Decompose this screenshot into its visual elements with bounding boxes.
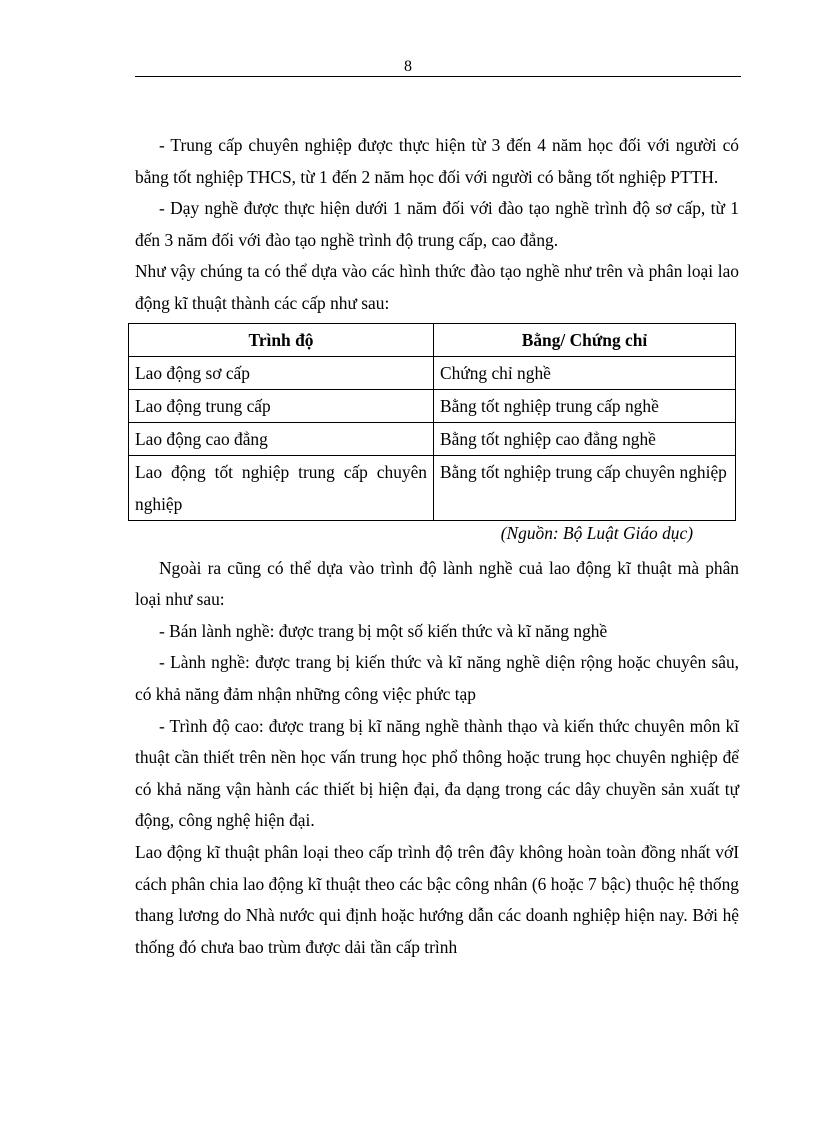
table-cell-certificate: Chứng chỉ nghề [434,356,736,389]
paragraph-intro-table: Như vậy chúng ta có thể dựa vào các hình thức đào tạo nghề như trên và phân loại lao động kĩ thuật thành các cấp như sau: [135,261,739,313]
table-header-certificate: Bằng/ Chứng chỉ [434,323,736,356]
table-cell-certificate: Bằng tốt nghiệp cao đẳng nghề [434,422,736,455]
table-row [129,389,736,422]
paragraph-ban-lanh-nghe: - Bán lành nghề: được trang bị một số kiến thức và kĩ năng nghề [159,620,608,641]
table-row [129,455,736,520]
paragraph-trinh-do-cao: - Trình độ cao: được trang bị kĩ năng nghề thành thạo và kiến thức chuyên môn kĩ thuật cần thiết trên nền học vấn trung học phổ thông hoặc trung học chuyên nghiệp để có khả năng vận hành các thiết bị hiện đại, đa dạng trong các dây chuyền sản xuất tự động, công nghệ hiện đại. [135,715,739,831]
table-header-level: Trình độ [129,323,434,356]
table-cell-level: Lao động sơ cấp [129,356,434,389]
paragraph-day-nghe: - Dạy nghề được thực hiện dưới 1 năm đối với đào tạo nghề trình độ sơ cấp, từ 1 đến 3 năm đối với đào tạo nghề trình độ trung cấp, cao đẳng. [135,198,739,250]
document-body [135,130,739,963]
table-row [129,422,736,455]
table-cell-level: Lao động tốt nghiệp trung cấp chuyên nghiệp [129,455,434,520]
table-row [129,356,736,389]
paragraph-trung-cap: - Trung cấp chuyên nghiệp được thực hiện từ 3 đến 4 năm học đối với người có bằng tốt nghiệp THCS, từ 1 đến 2 năm học đối với người có bằng tốt nghiệp PTTH. [135,135,739,187]
table-cell-certificate: Bằng tốt nghiệp trung cấp chuyên nghiệp [434,455,736,520]
paragraph-lao-dong-ki-thuat: Lao động kĩ thuật phân loại theo cấp trình độ trên đây không hoàn toàn đồng nhất vớI cách phân chia lao động kĩ thuật theo các bậc công nhân (6 hoặc 7 bậc) thuộc hệ thống thang lương do Nhà nước qui định hoặc hướng dẫn các doanh nghiệp hiện nay. Bởi hệ thống đó chưa bao trùm được dải tần cấp trình [135,841,739,957]
qualification-table [128,323,736,521]
table-cell-level: Lao động cao đẳng [129,422,434,455]
paragraph-ngoai-ra: Ngoài ra cũng có thể dựa vào trình độ lành nghề cuả lao động kĩ thuật mà phân loại như sau: [135,557,739,610]
source-note: (Nguồn: Bộ Luật Giáo dục) [500,522,693,543]
table-cell-level: Lao động trung cấp [129,389,434,422]
page-number: 8 [404,58,412,75]
table-cell-certificate: Bằng tốt nghiệp trung cấp nghề [434,389,736,422]
table-header-row [129,323,736,356]
header-rule [135,76,741,77]
paragraph-lanh-nghe: - Lành nghề: được trang bị kiến thức và kĩ năng nghề diện rộng hoặc chuyên sâu, có khả năng đảm nhận những công việc phức tạp [135,652,739,704]
